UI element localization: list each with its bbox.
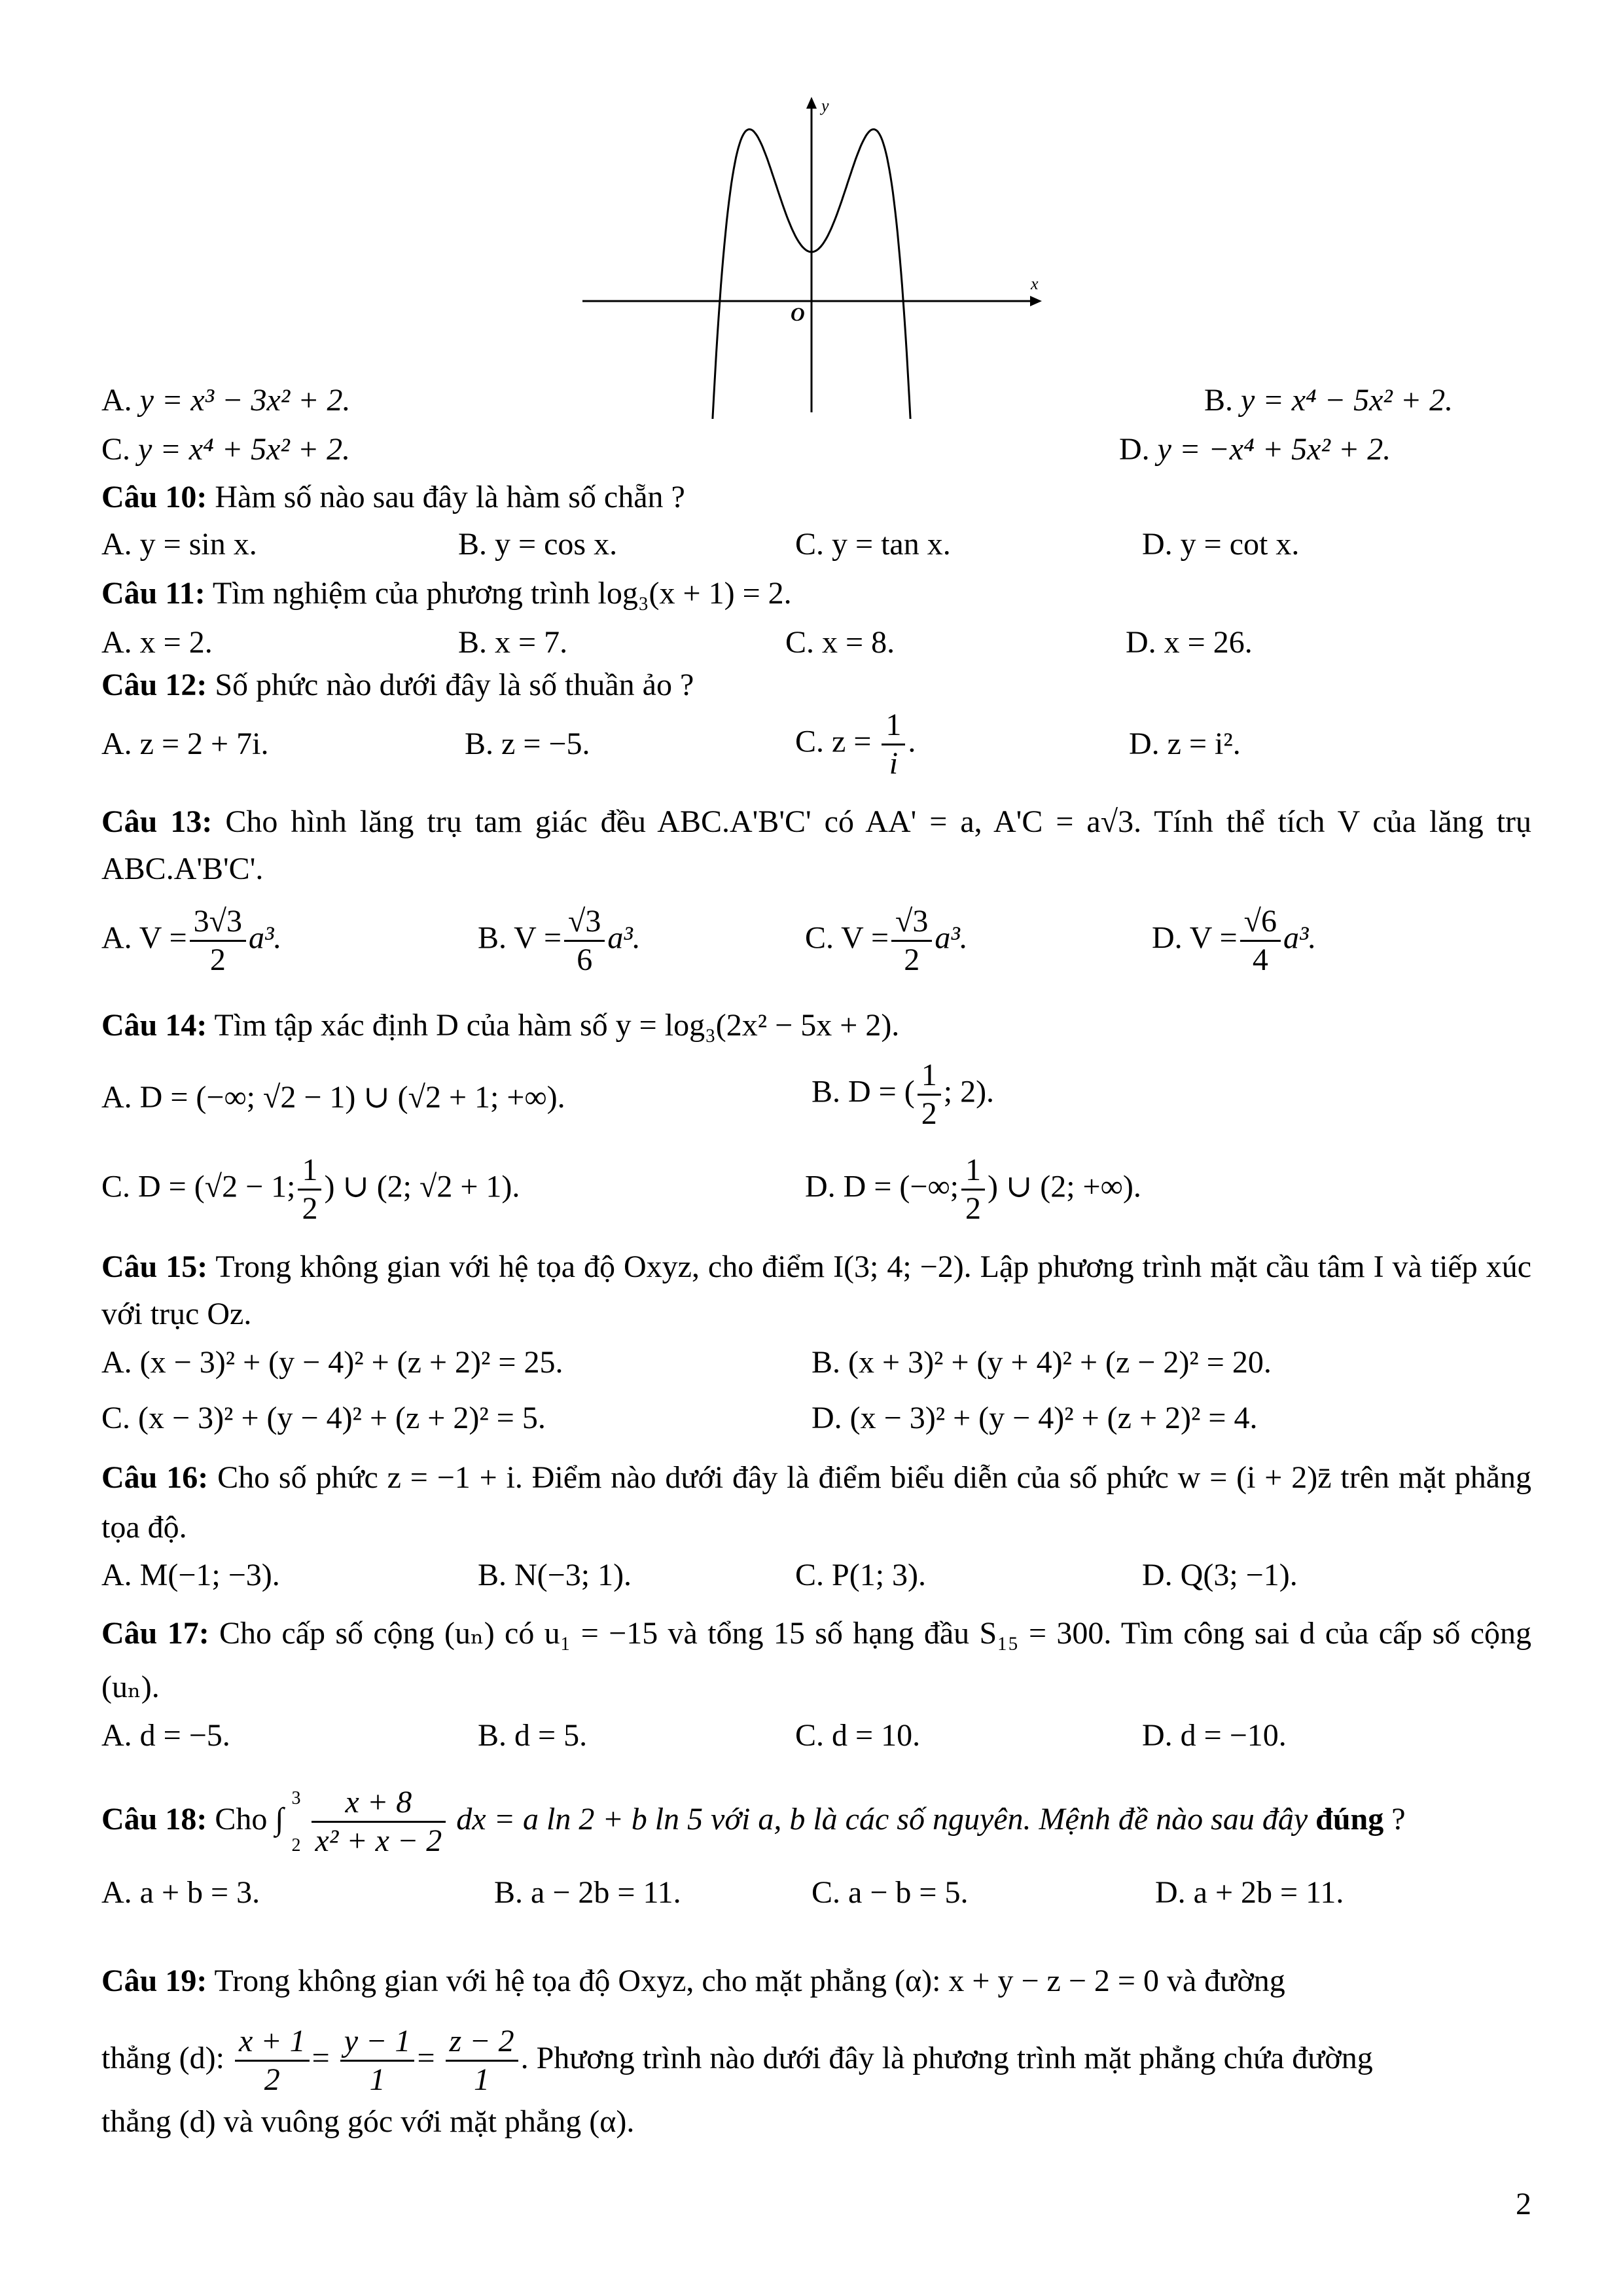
q11-option-b: B. x = 7.	[458, 625, 568, 660]
origin-label: O	[791, 304, 805, 325]
y-axis-arrow	[806, 97, 817, 109]
q16-option-b: B. N(−3; 1).	[478, 1558, 632, 1592]
q17-option-c: C. d = 10.	[795, 1718, 921, 1753]
q17-option-d: D. d = −10.	[1142, 1718, 1287, 1753]
q19-line1: Câu 19: Trong không gian với hệ tọa độ Oxyz, cho mặt phẳng (α): x + y − z − 2 = 0 và đường	[101, 1964, 1285, 1998]
function-graph	[576, 92, 1047, 419]
q14-option-d: D. D = (−∞; $\frac{1}{2}$ ) ∪ (2; +∞).	[805, 1153, 1141, 1226]
q17-stem: Câu 17: Cho cấp số cộng (uₙ) có u₁ = −15 và tổng 15 số hạng đầu S₁₅ = 300. Tìm công sai d của cấp số cộng (uₙ).	[101, 1616, 1532, 1704]
q15-option-d: D. (x − 3)² + (y − 4)² + (z + 2)² = 4.	[812, 1401, 1258, 1435]
q12-option-b: B. z = −5.	[465, 726, 590, 761]
q17-option-a: A. d = −5.	[101, 1718, 230, 1753]
q18-option-c: C. a − b = 5.	[812, 1875, 969, 1910]
q18-option-d: D. a + 2b = 11.	[1155, 1875, 1344, 1910]
q10-option-c: C. y = tan x.	[795, 527, 951, 562]
q16-stem: Câu 16: Cho số phức z = −1 + i. Điểm nào dưới đây là điểm biểu diễn của số phức w = (i + 2)z̄ trên mặt phẳng tọa độ.	[101, 1460, 1531, 1545]
q16-option-a: A. M(−1; −3).	[101, 1558, 280, 1592]
q10-option-a: A. y = sin x.	[101, 527, 257, 562]
q18-stem: Câu 18: Cho ∫ 3 2 $\frac{x + 8}{\text{x² + x − 2}}$ dx = a ln 2 + b ln 5 với a, b là các số nguyên. Mệnh đề nào sau đây đúng ?	[101, 1785, 1406, 1859]
q18-option-b: B. a − 2b = 11.	[494, 1875, 681, 1910]
q13-option-b: B. V = $\frac{√3}{6}$ a³.	[478, 904, 641, 977]
page-number: 2	[1516, 2187, 1531, 2221]
q12-option-d: D. z = i².	[1129, 726, 1241, 761]
q19-line3: thẳng (d) và vuông góc với mặt phẳng (α).	[101, 2104, 635, 2139]
q15-stem: Câu 15: Trong không gian với hệ tọa độ Oxyz, cho điểm I(3; 4; −2). Lập phương trình mặt cầu tâm I và tiếp xúc với trục Oz.	[101, 1249, 1531, 1331]
q10-option-d: D. y = cot x.	[1142, 527, 1300, 562]
q12-stem: Câu 12: Số phức nào dưới đây là số thuần ảo ?	[101, 668, 694, 702]
q10-option-b: B. y = cos x.	[458, 527, 618, 562]
q11-option-c: C. x = 8.	[785, 625, 895, 660]
q9-option-a: A. y = x³ − 3x² + 2.	[101, 383, 351, 418]
q14-option-b: B. D = ( $\frac{1}{2}$ ; 2).	[812, 1058, 995, 1131]
q14-stem: Câu 14: Tìm tập xác định D của hàm số y = log₃(2x² − 5x + 2).	[101, 1008, 900, 1043]
q14-option-a: A. D = (−∞; √2 − 1) ∪ (√2 + 1; +∞).	[101, 1080, 565, 1115]
q12-option-c: C. z = $\frac{1}{i}$ .	[795, 708, 916, 781]
x-axis-label: x	[1031, 274, 1039, 293]
q10-stem: Câu 10: Hàm số nào sau đây là hàm số chẵn ?	[101, 480, 685, 514]
q9-option-c: C. y = x⁴ + 5x² + 2.	[101, 432, 351, 467]
q11-stem: Câu 11: Tìm nghiệm của phương trình log₃(x + 1) = 2.	[101, 576, 792, 611]
q11-option-d: D. x = 26.	[1126, 625, 1253, 660]
q9-option-d: D. y = −x⁴ + 5x² + 2.	[1119, 432, 1391, 467]
q15-option-c: C. (x − 3)² + (y − 4)² + (z + 2)² = 5.	[101, 1401, 546, 1435]
q13-stem: Câu 13: Cho hình lăng trụ tam giác đều ABC.A'B'C' có AA' = a, A'C = a√3. Tính thể tích V của lăng trụ ABC.A'B'C'.	[101, 804, 1532, 886]
q17-option-b: B. d = 5.	[478, 1718, 588, 1753]
q18-option-a: A. a + b = 3.	[101, 1875, 260, 1910]
y-axis-label: y	[821, 96, 829, 115]
x-axis-arrow	[1030, 296, 1042, 306]
q16-option-c: C. P(1; 3).	[795, 1558, 927, 1592]
q15-option-b: B. (x + 3)² + (y + 4)² + (z − 2)² = 20.	[812, 1345, 1272, 1380]
q11-option-a: A. x = 2.	[101, 625, 213, 660]
q12-option-a: A. z = 2 + 7i.	[101, 726, 269, 761]
q13-option-d: D. V = $\frac{√6}{4}$ a³.	[1152, 904, 1317, 977]
q16-option-d: D. Q(3; −1).	[1142, 1558, 1298, 1592]
q15-option-a: A. (x − 3)² + (y − 4)² + (z + 2)² = 25.	[101, 1345, 563, 1380]
q13-option-a: A. V = $\frac{3√3}{2}$ a³.	[101, 904, 282, 977]
q14-option-c: C. D = (√2 − 1; $\frac{1}{2}$ ) ∪ (2; √2 + 1).	[101, 1153, 520, 1226]
q9-option-b: B. y = x⁴ − 5x² + 2.	[1204, 383, 1454, 418]
q19-line2: thẳng (d): $\frac{x + 1}{2}$ = $\frac{y - 1}{1}$ = $\frac{z - 2}{1}$ . Phương trình nào dưới đây là phương trình mặt phẳng chứa đường	[101, 2024, 1373, 2098]
q13-option-c: C. V = $\frac{√3}{2}$ a³.	[805, 904, 968, 977]
